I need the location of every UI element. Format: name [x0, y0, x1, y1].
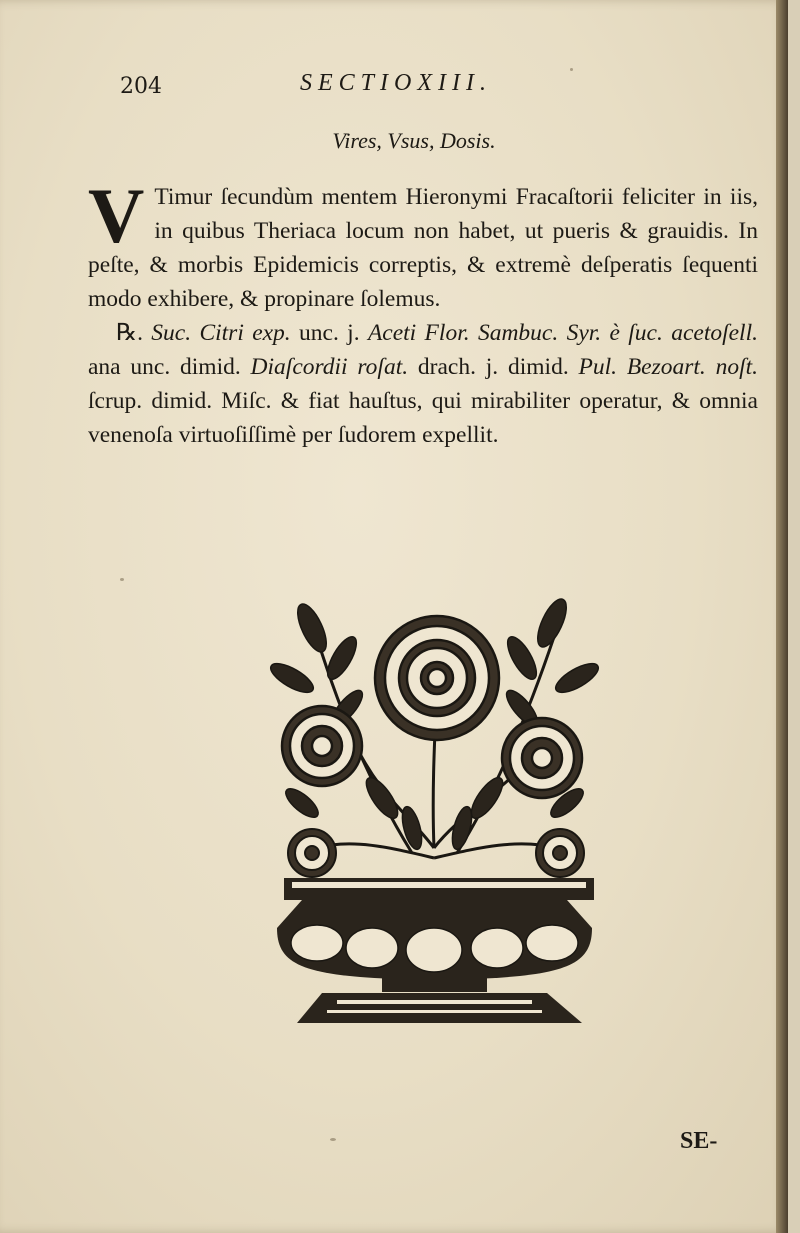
binding-edge [776, 0, 788, 1233]
subtitle: Vires, Vsus, Dosis. [332, 128, 496, 153]
recipe-paragraph [88, 316, 758, 452]
page-number: 204 [120, 74, 162, 99]
recipe-symbol: ℞. [116, 320, 143, 346]
recipe-instructions: ſcrup. dimid. Miſc. & fiat hauſtus, qui mirabiliter operatur, & omnia venenoſa virtuoſiſſimè per ſudorem expellit. [88, 388, 758, 448]
intro-paragraph [88, 172, 758, 316]
recipe-dose: drach. j. dimid. [417, 354, 569, 380]
catchword: SE- [680, 1128, 718, 1154]
recipe-dose: unc. j. [299, 320, 360, 346]
paper-speck [570, 68, 573, 71]
recipe-ingredient: Diaſcordii roſat. [250, 354, 409, 380]
running-head [0, 70, 788, 110]
section-title: SECTIOXIII. [300, 70, 492, 96]
intro-text: Timur ſecundùm mentem Hieronymi Fracaſtorii feliciter in iis, in quibus Theriaca locum non habet, ut pueris & grauidis. In peſte, & morbis Epidemicis correptis, & extremè deſperatis ſequenti modo exhibere, & propinare ſolemus. [88, 184, 758, 312]
paper-speck [120, 578, 124, 581]
recipe-ingredient: Aceti Flor. Sambuc. Syr. è ſuc. acetoſell. [367, 320, 758, 346]
flower-vase-woodcut-icon [262, 598, 607, 1038]
drop-cap: V [88, 172, 145, 259]
body-text [88, 172, 759, 452]
paper-speck [330, 1138, 336, 1141]
recipe-dose: ana unc. dimid. [88, 354, 241, 380]
recipe-ingredient: Suc. Citri exp. [151, 320, 291, 346]
recipe-ingredient: Pul. Bezoart. noſt. [578, 354, 759, 380]
